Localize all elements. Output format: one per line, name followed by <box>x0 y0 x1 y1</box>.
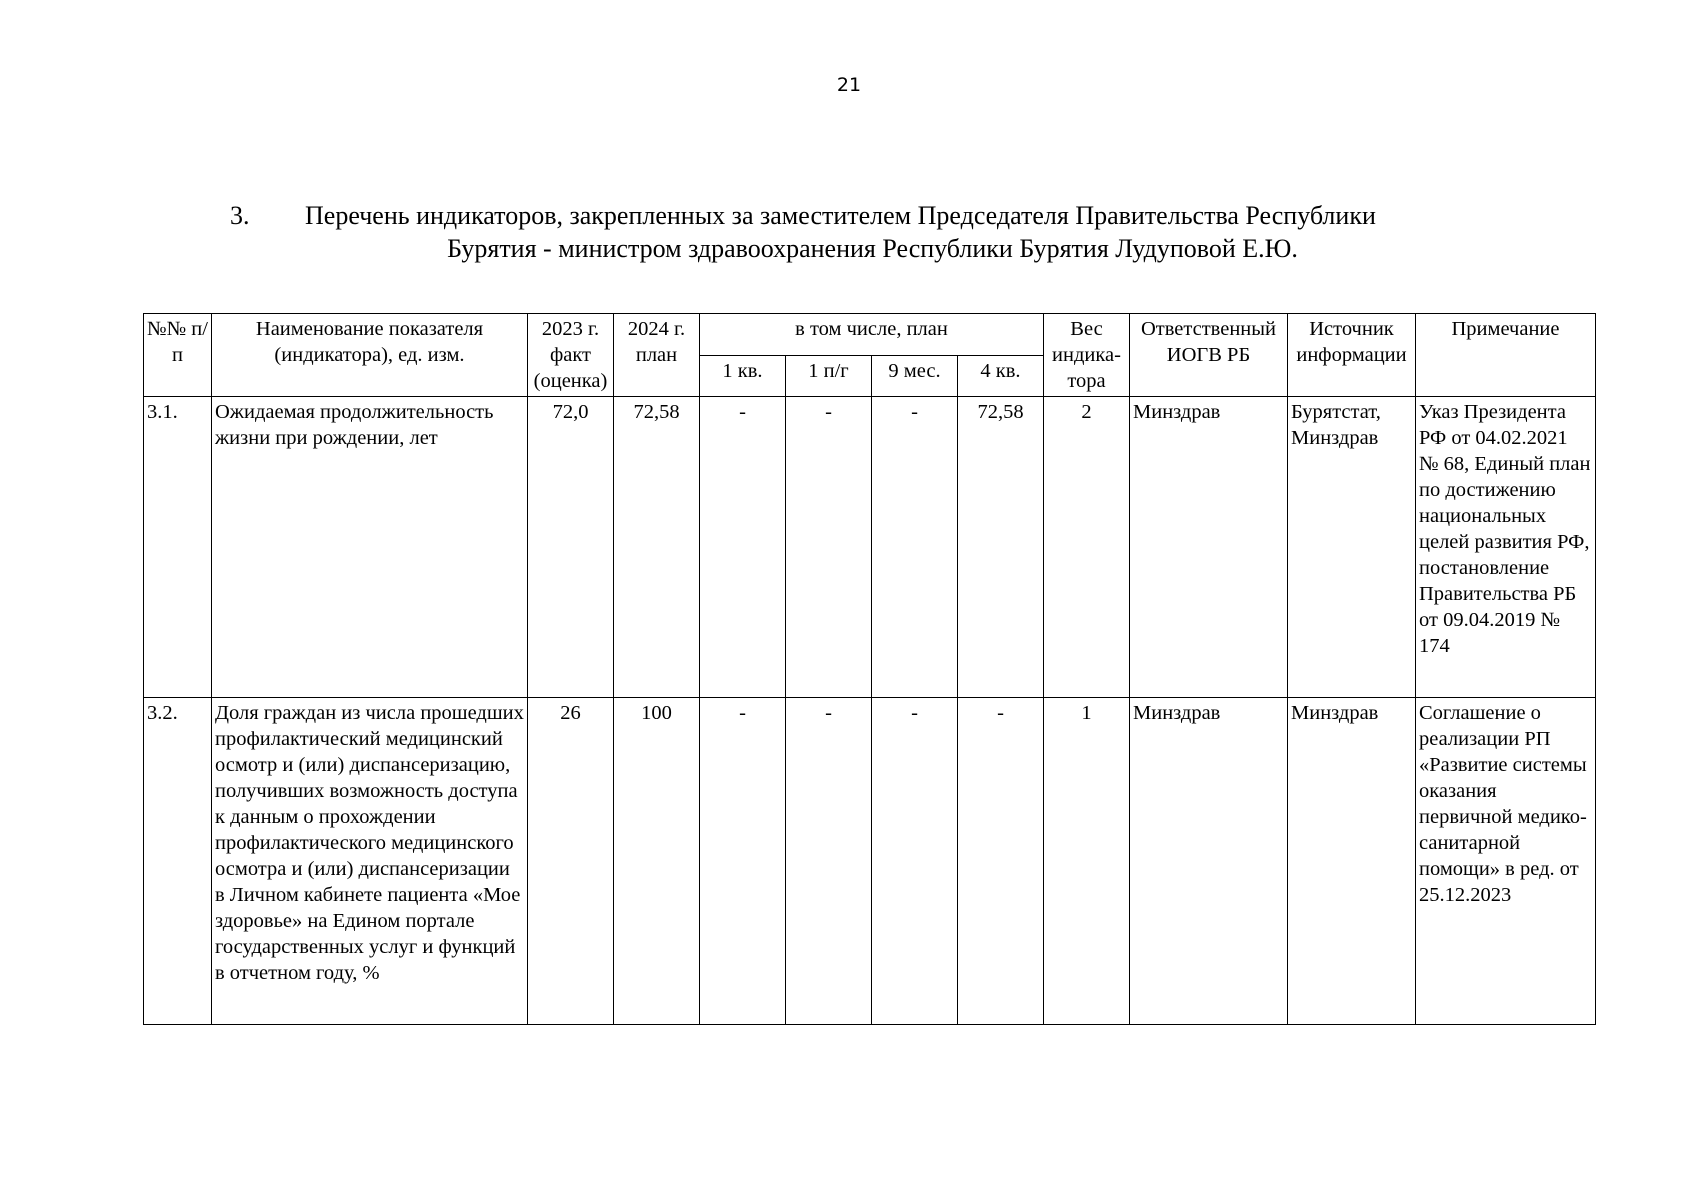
cell-q1: - <box>700 397 786 698</box>
cell-plan-2024: 100 <box>614 698 700 1025</box>
col-header-9m: 9 мес. <box>872 355 958 397</box>
cell-plan-2024: 72,58 <box>614 397 700 698</box>
col-header-incl-plan: в том числе, план <box>700 314 1044 356</box>
col-header-responsible: Ответственный ИОГВ РБ <box>1130 314 1288 397</box>
cell-source: Минздрав <box>1288 698 1416 1025</box>
cell-q4: - <box>958 698 1044 1025</box>
cell-note: Соглашение о реализации РП «Развитие системы оказания первичной медико-санитарной помощи» в ред. от 25.12.2023 <box>1416 698 1596 1025</box>
cell-h1: - <box>786 397 872 698</box>
cell-fact-2023: 72,0 <box>528 397 614 698</box>
header-row <box>144 314 1596 356</box>
cell-weight: 1 <box>1044 698 1130 1025</box>
cell-weight: 2 <box>1044 397 1130 698</box>
cell-name: Доля граждан из числа прошедших профилактический медицинский осмотр и (или) диспансеризацию, получивших возможность доступа к данным о прохождении профилактического медицинского осмотра и (или) диспансеризации в Личном кабинете пациента «Мое здоровье» на Едином портале государственных услуг и функций в отчетном году, % <box>212 698 528 1025</box>
page-number: 21 <box>836 74 862 96</box>
heading-text-1: Перечень индикаторов, закрепленных за заместителем Председателя Правительства Республики <box>305 201 1376 230</box>
col-header-note: Примечание <box>1416 314 1596 397</box>
col-header-source: Источник информации <box>1288 314 1416 397</box>
cell-9m: - <box>872 397 958 698</box>
heading-number: 3. <box>230 201 250 230</box>
cell-responsible: Минздрав <box>1130 698 1288 1025</box>
col-header-q1: 1 кв. <box>700 355 786 397</box>
col-header-plan-2024: 2024 г. план <box>614 314 700 397</box>
cell-9m: - <box>872 698 958 1025</box>
heading-line-1 <box>230 199 1485 232</box>
col-header-weight: Вес индика-тора <box>1044 314 1130 397</box>
cell-q1: - <box>700 698 786 1025</box>
col-header-fact-2023: 2023 г. факт (оценка) <box>528 314 614 397</box>
indicators-table <box>143 313 1596 1025</box>
section-heading <box>230 199 1485 265</box>
col-header-num: №№ п/п <box>144 314 212 397</box>
heading-text-2: Бурятия - министром здравоохранения Республики Бурятия Лудуповой Е.Ю. <box>447 234 1298 263</box>
cell-note: Указ Президента РФ от 04.02.2021 № 68, Единый план по достижению национальных целей развития РФ, постановление Правительства РБ от 09.04.2019 № 174 <box>1416 397 1596 698</box>
cell-num: 3.2. <box>144 698 212 1025</box>
cell-num: 3.1. <box>144 397 212 698</box>
col-header-name: Наименование показателя (индикатора), ед. изм. <box>212 314 528 397</box>
col-header-h1: 1 п/г <box>786 355 872 397</box>
cell-fact-2023: 26 <box>528 698 614 1025</box>
cell-q4: 72,58 <box>958 397 1044 698</box>
cell-responsible: Минздрав <box>1130 397 1288 698</box>
cell-h1: - <box>786 698 872 1025</box>
table-row <box>144 397 1596 698</box>
col-header-q4: 4 кв. <box>958 355 1044 397</box>
cell-source: Бурятстат, Минздрав <box>1288 397 1416 698</box>
table-row <box>144 698 1596 1025</box>
cell-name: Ожидаемая продолжительность жизни при рождении, лет <box>212 397 528 698</box>
